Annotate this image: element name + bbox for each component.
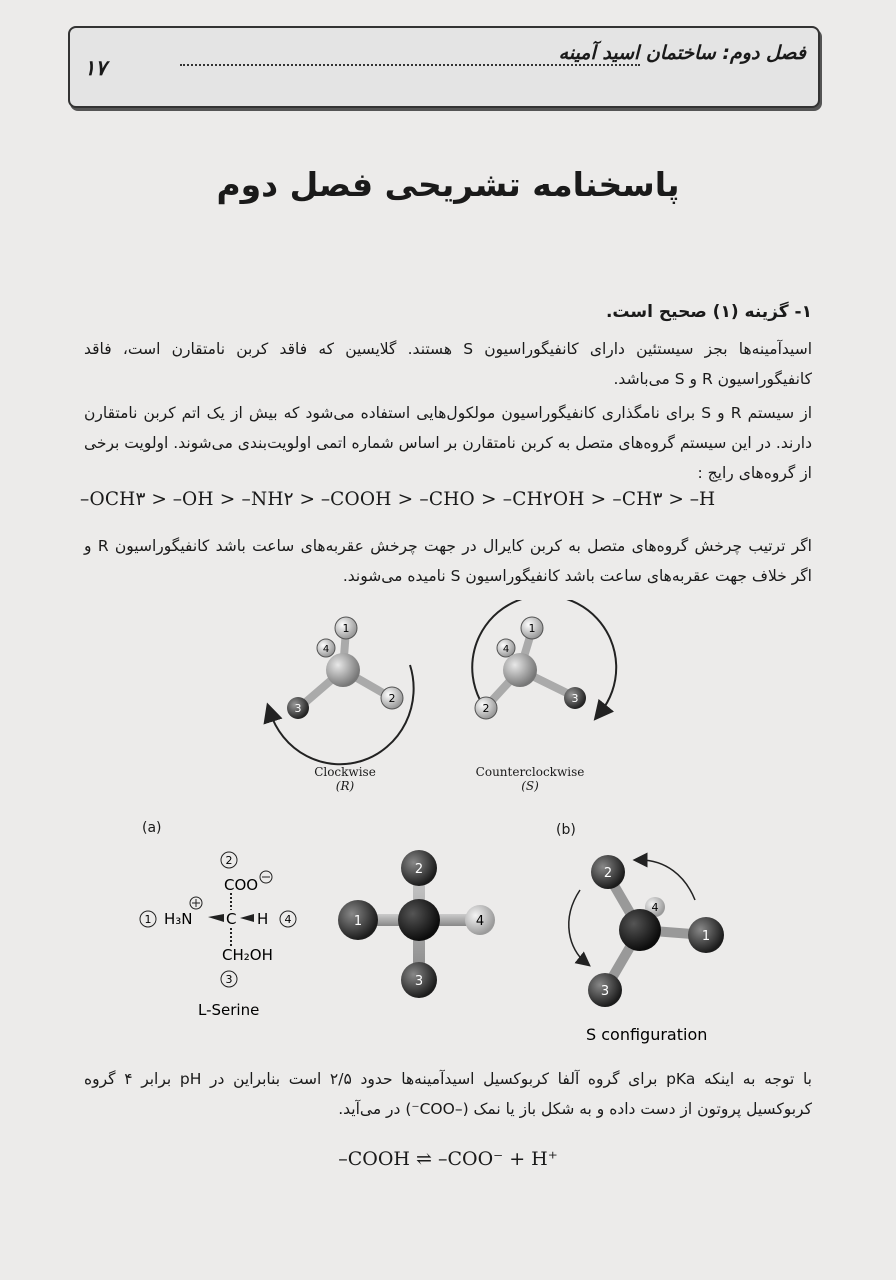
priority-formula: –OCH۳ > –OH > –NH۲ > –COOH > –CHO > –CH۲OH > –CH۳ > –H: [80, 489, 716, 510]
figure-label-b: (b): [556, 822, 576, 838]
r-molecule: [270, 617, 414, 764]
svg-text:3: 3: [600, 984, 610, 999]
deprotonation-equation: –COOH ⇌ –COO⁻ + H⁺: [338, 1148, 558, 1170]
svg-text:2: 2: [414, 862, 424, 877]
paragraph-1: اسیدآمینه‌ها بجز سیستئین دارای کانفیگوراسیون S هستند. گلایسین که فاقد کربن نامتقارن است، فاقد کانفیگوراسیون R و S می‌باشد.: [84, 340, 812, 388]
svg-text:H: H: [257, 910, 269, 928]
svg-text:4: 4: [322, 644, 330, 655]
svg-text:4: 4: [475, 914, 485, 929]
svg-text:1: 1: [342, 622, 350, 635]
counterclockwise-caption: Counterclockwise (S): [475, 765, 585, 793]
svg-text:1: 1: [701, 929, 711, 944]
svg-text:3: 3: [225, 973, 233, 986]
svg-text:1: 1: [353, 914, 363, 929]
question-heading: ۱- گزینه (۱) صحیح است.: [605, 302, 812, 322]
svg-text:3: 3: [571, 692, 579, 705]
header-dotted-leader: [180, 64, 640, 66]
paragraph-3: اگر ترتیب چرخش گروه‌های متصل به کربن کایرال در جهت چرخش عقربه‌های ساعت باشد کانفیگوراسیون R و اگر خلاف جهت عقربه‌های ساعت باشد کانفیگوراسیون S نامیده می‌شوند.: [84, 537, 812, 585]
svg-text:L-Serine: L-Serine: [198, 1001, 260, 1019]
serine-figure: [130, 840, 750, 1045]
ball-model-a: [338, 850, 495, 998]
svg-text:H₃N: H₃N: [164, 910, 193, 928]
svg-text:2: 2: [388, 692, 396, 705]
chapter-title: فصل دوم: ساختمان اسید آمینه: [558, 42, 806, 64]
ball-model-b: [569, 855, 724, 1044]
svg-text:1: 1: [144, 913, 152, 926]
serine-structure: [140, 852, 296, 1019]
paragraph-4: با توجه به اینکه pKa برای گروه آلفا کربوکسیل اسیدآمینه‌ها حدود ۲/۵ است بنابراین در pH برابر ۴ گروه کربوکسیل پروتون از دست داده و به شکل باز یا نمک (–COO⁻) در می‌آید.: [84, 1070, 812, 1118]
page-number: ۱۷: [84, 56, 107, 80]
svg-text:2: 2: [225, 854, 233, 867]
svg-text:CH₂OH: CH₂OH: [222, 946, 273, 964]
figure-label-a: (a): [142, 820, 162, 836]
svg-text:1: 1: [528, 622, 536, 635]
clockwise-caption: Clockwise (R): [314, 765, 376, 793]
page-title: پاسخنامه تشریحی فصل دوم: [216, 165, 680, 204]
svg-text:2: 2: [482, 702, 490, 715]
svg-text:4: 4: [284, 913, 292, 926]
svg-text:3: 3: [294, 702, 302, 715]
svg-text:COO: COO: [224, 876, 259, 894]
svg-text:3: 3: [414, 974, 424, 989]
svg-text:S configuration: S configuration: [586, 1025, 708, 1044]
chapter-header: [68, 26, 820, 108]
s-molecule: [472, 600, 616, 719]
svg-text:4: 4: [502, 644, 510, 655]
paragraph-2: از سیستم R و S برای نامگذاری کانفیگوراسیون مولکول‌هایی استفاده می‌شود که بیش از یک اتم کربن نامتقارن دارند. در این سیستم گروه‌های متصل به کربن نامتقارن بر اساس شماره اتمی اولویت‌بندی می‌شوند. اولویت برخی از گروه‌های رایج :: [84, 404, 812, 482]
svg-text:4: 4: [651, 901, 659, 914]
svg-text:C: C: [226, 910, 237, 928]
svg-text:2: 2: [603, 866, 613, 881]
